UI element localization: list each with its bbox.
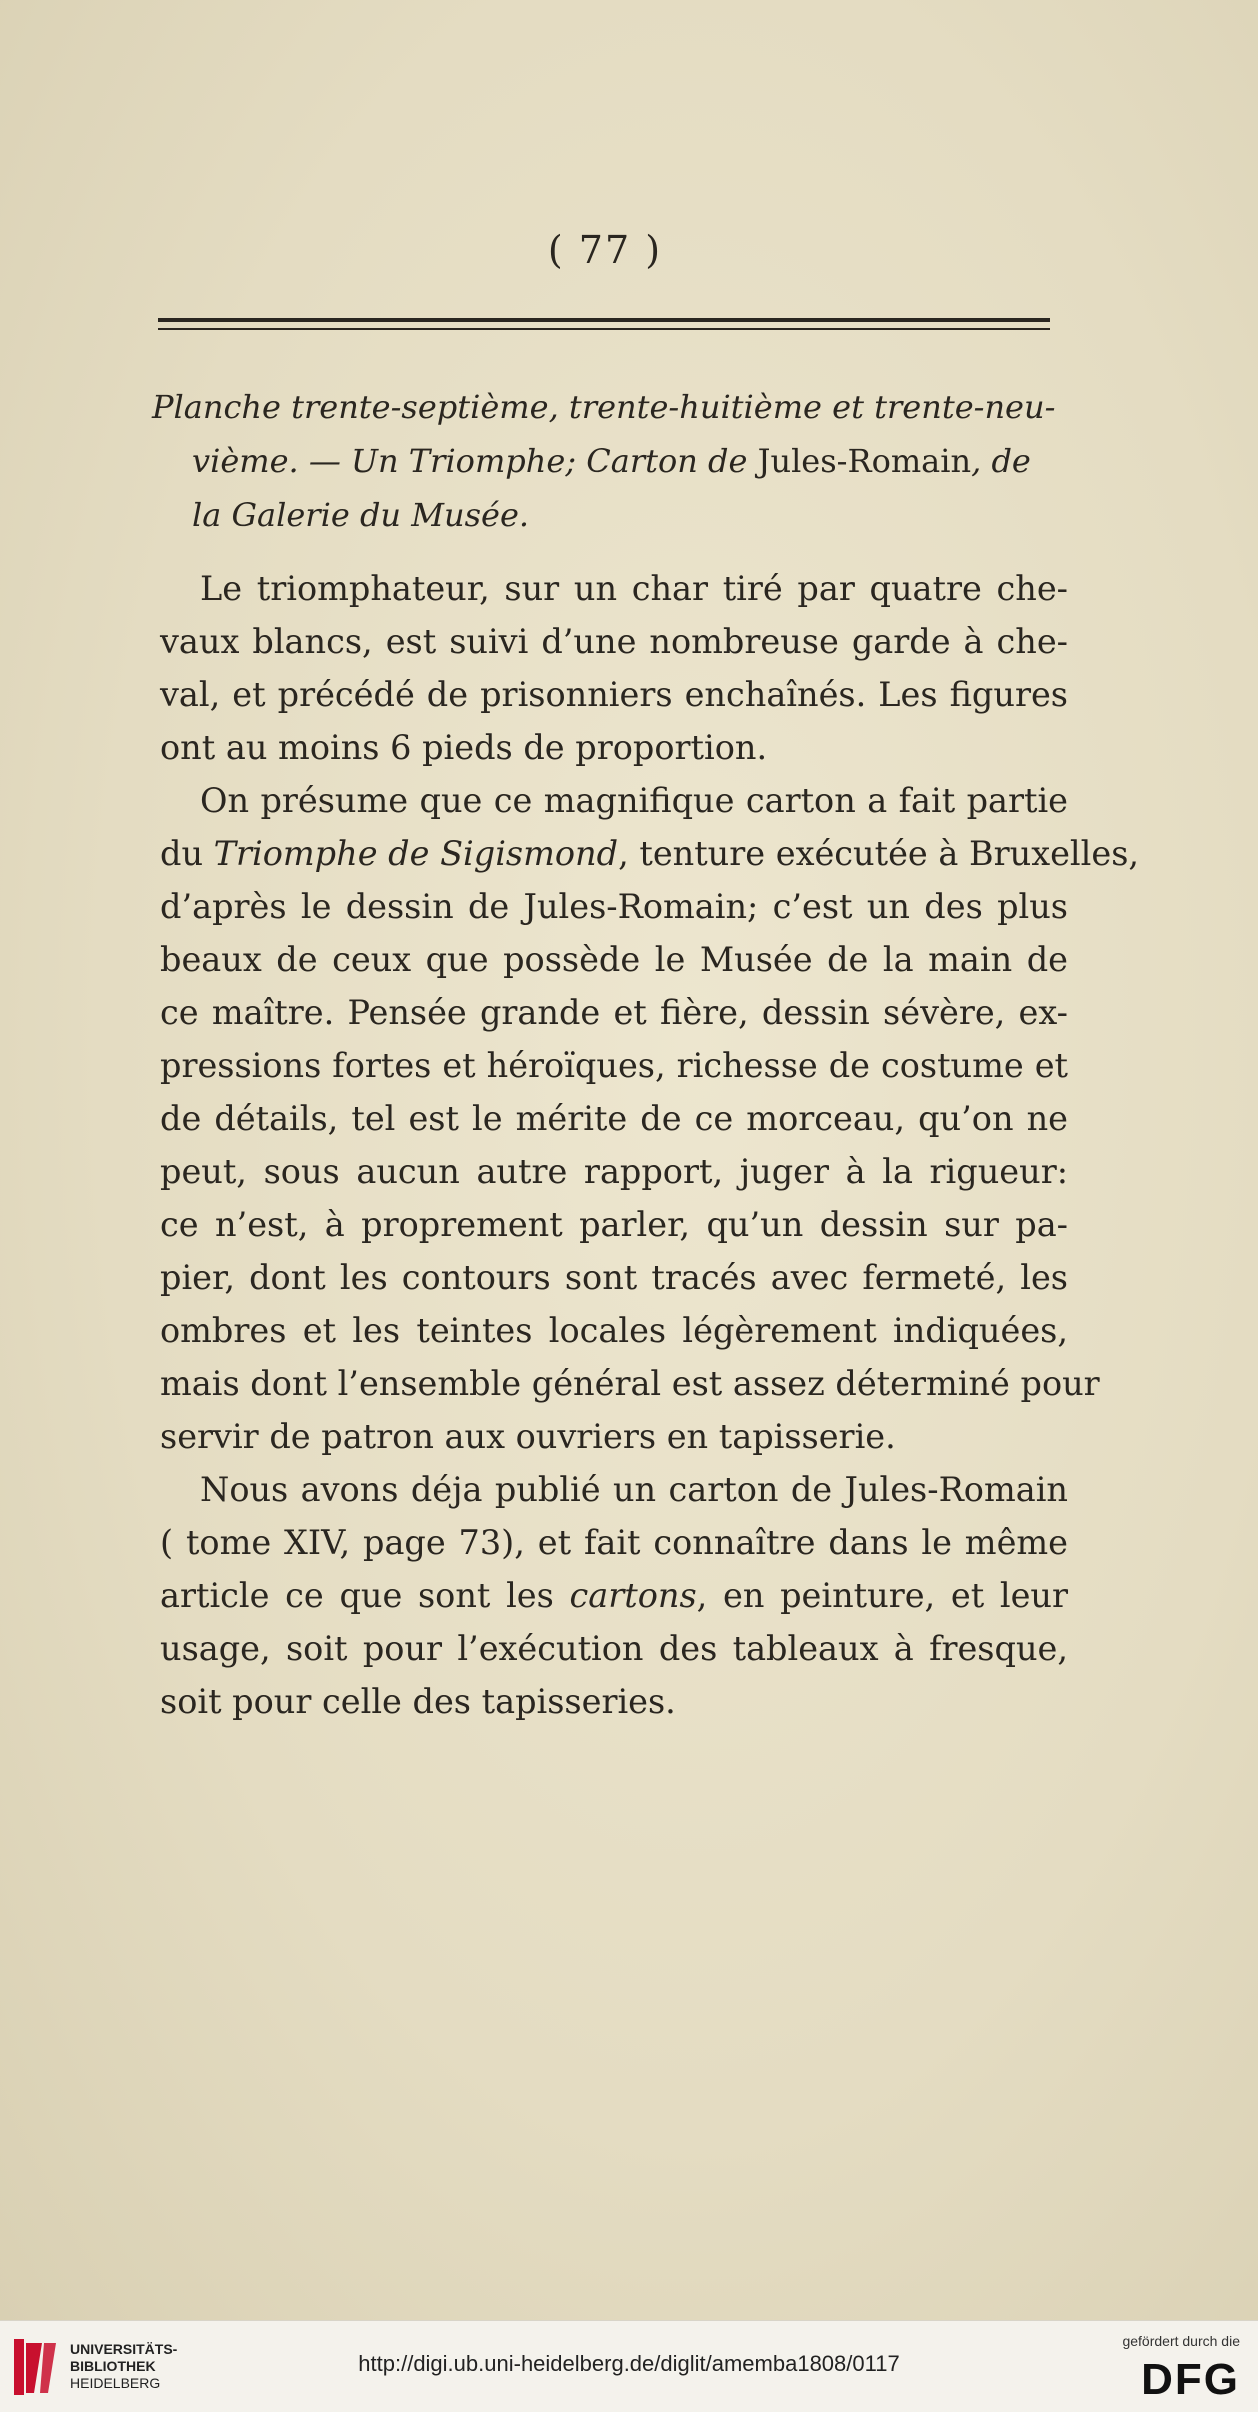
heading-line: la Galerie du Musée. [192, 496, 530, 534]
text-line: soit pour celle des tapisseries. [160, 1682, 676, 1721]
text-line: ombres et les teintes locales légèrement indiquées, [160, 1311, 1068, 1350]
page-number: ( 77 ) [547, 228, 663, 272]
text-line: ce maître. Pensée grande et fière, dessin sévère, ex- [160, 993, 1068, 1032]
text-line: ( tome XIV, page 73), et fait connaître dans le même [160, 1523, 1068, 1562]
text-line: beaux de ceux que possède le Musée de la main de [160, 940, 1068, 979]
text-line: Nous avons déja publié un carton de Jules-Romain [200, 1470, 1068, 1509]
text-line: val, et précédé de prisonniers enchaînés. Les figures [160, 675, 1068, 714]
italic-title: Triomphe de Sigismond [213, 834, 619, 873]
body-text [160, 562, 1140, 1728]
funder-label: gefördert durch die [1122, 2333, 1240, 2349]
text-line: On présume que ce magnifique carton a fait partie [200, 781, 1068, 820]
text-line: mais dont l’ensemble général est assez déterminé pour [160, 1364, 1100, 1403]
italic-term: cartons [569, 1576, 697, 1615]
heading-line: vième. — Un Triomphe; Carton de Jules-Romain, de [192, 442, 1031, 480]
heading-line: Planche trente-septième, trente-huitième et trente-neu- [152, 388, 1056, 426]
text-line: servir de patron aux ouvriers en tapisserie. [160, 1417, 896, 1456]
footer-bar [0, 2320, 1258, 2412]
text-line: pier, dont les contours sont tracés avec fermeté, les [160, 1258, 1068, 1297]
artist-name: Jules-Romain [757, 442, 972, 480]
text-line: pressions fortes et héroïques, richesse de costume et [160, 1046, 1068, 1085]
permalink-url[interactable]: http://digi.ub.uni-heidelberg.de/diglit/amemba1808/0117 [358, 2351, 900, 2376]
plate-heading [152, 380, 1064, 542]
text-line: ce n’est, à proprement parler, qu’un dessin sur pa- [160, 1205, 1068, 1244]
text-line: ont au moins 6 pieds de proportion. [160, 728, 768, 767]
text-line: article ce que sont les cartons, en peinture, et leur [160, 1576, 1068, 1615]
header-rule-thick [158, 318, 1050, 322]
text-line: usage, soit pour l’exécution des tableaux à fresque, [160, 1629, 1068, 1668]
text-line: peut, sous aucun autre rapport, juger à la rigueur: [160, 1152, 1068, 1191]
dfg-logo: DFG [1141, 2355, 1240, 2404]
library-name: UNIVERSITÄTS- BIBLIOTHEK HEIDELBERG [70, 2341, 178, 2391]
text-line: de détails, tel est le mérite de ce morceau, qu’on ne [160, 1099, 1068, 1138]
text-line: du Triomphe de Sigismond, tenture exécutée à Bruxelles, [160, 834, 1140, 873]
header-rule-thin [158, 328, 1050, 330]
text-line: vaux blancs, est suivi d’une nombreuse garde à che- [160, 622, 1068, 661]
text-line: Le triomphateur, sur un char tiré par quatre che- [200, 569, 1068, 608]
text-line: d’après le dessin de Jules-Romain; c’est un des plus [160, 887, 1068, 926]
